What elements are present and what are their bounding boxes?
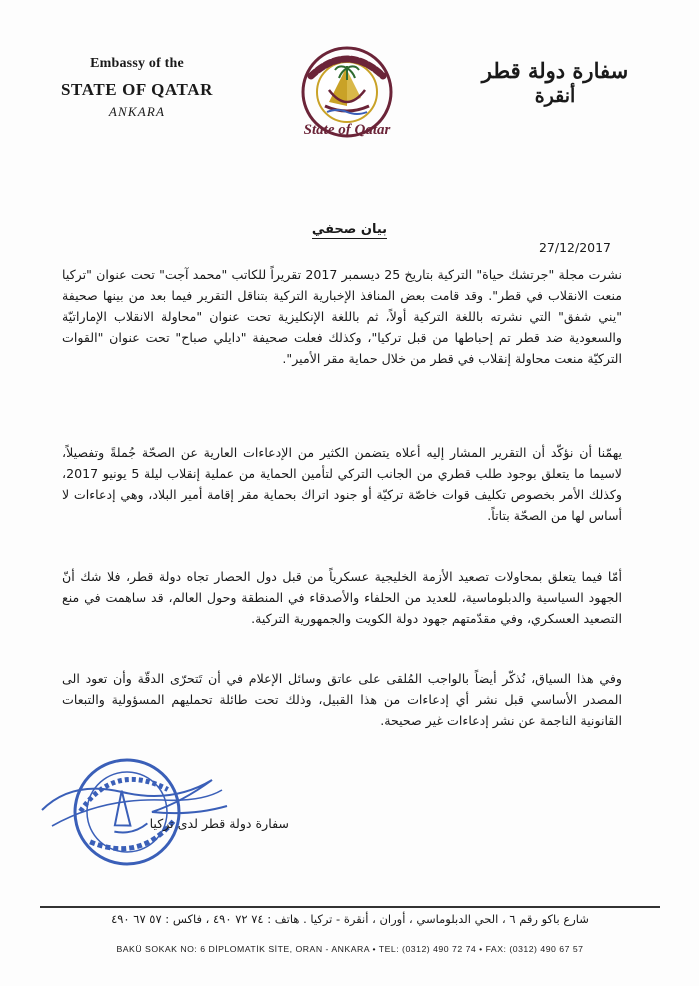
emblem-english-text: State of Qatar	[303, 122, 391, 138]
document-title-text: بيان صحفي	[311, 222, 388, 237]
embassy-stamp	[32, 740, 232, 880]
paragraph-3: أمّا فيما يتعلق بمحاولات تصعيد الأزمة الخليجية عسكرياً من قبل دول الحصار تجاه دولة قطر، فلا شك أنّ الجهود السياسية والدبلوماسية، للعديد من الحلفاء والأصدقاء في المنطقة وحول العالم، قد ساهمت في منع التصعيد العسكري، وفي مقدّمتهم جهود دولة الكويت والجمهورية التركية.	[62, 569, 622, 626]
footer-arabic-address: شارع باكو رقم ٦ ، الحي الدبلوماسي ، أوران ، أنقرة - تركيا . هاتف : ٧٤ ٧٢ ٤٩٠ ، فاكس : ٥٧ ٦٧ ٤٩٠	[111, 912, 589, 926]
header-english-line1: Embassy of the	[90, 56, 184, 71]
arabic-header	[455, 58, 655, 107]
paragraph-2: يهمّنا أن نؤكّد أن التقرير المشار إليه أعلاه يتضمن الكثير من الإدعاءات العارية عن الصحّة جُملةً وتفصيلاً، لاسيما ما يتعلق بوجود طلب قطري من الجانب التركي لتأمين الحماية من عملية إنقلاب ليلة 5 يونيو 2017، وكذلك الأمر بخصوص تكليف قوات خاصّة تركيّة أو جنود اتراك بحماية مقر إقامة أمير البلاد، وهي إدعاءات لا أساس لها من الصحّة بتاتاً.	[62, 445, 622, 523]
footer-english-address: BAKÜ SOKAK NO: 6 DİPLOMATİK SİTE, ORAN - ANKARA • TEL: (0312) 490 72 74 • FAX: (0312) 490 67 57	[116, 944, 584, 954]
document-title	[0, 222, 699, 237]
header-english-line3: ANKARA	[108, 104, 166, 119]
header-arabic-line2: أنقرة	[534, 85, 576, 107]
header-english-line2: STATE OF QATAR	[61, 80, 213, 99]
signature-label: سفارة دولة قطر لدى تركيا	[149, 816, 289, 831]
header-arabic-line1: سفارة دولة قطر	[481, 58, 629, 83]
english-header	[52, 56, 222, 120]
document-date: 27/12/2017	[538, 240, 611, 255]
footer-divider	[40, 906, 660, 908]
paragraph-1: نشرت مجلة "جرتشك حياة" التركية بتاريخ 25 ديسمبر 2017 تقريراً للكاتب "محمد آجت" تحت عنوان "تركيا منعت الانقلاب في قطر". وقد قامت بعض المنافذ الإخبارية التركية بتناقل التقرير فيما بعد من بينها صحيفة "يني شفق" التي نشرته باللغة التركية أولاً، ثم باللغة الإنكليزية تحت عنوان "محاولة الانقلاب الإماراتيّة والسعودية ضد قطر تم إحباطها من قبل تركيا"، وكذلك فعلت صحيفة "دايلي صباح" تحت عنوان "القوات التركيّة منعت محاولة إنقلاب في قطر من خلال حماية مقر الأمير".	[62, 267, 622, 366]
paragraph-4: وفي هذا السياق، نُذكّر أيضاً بالواجب المُلقى على عاتق وسائل الإعلام في أن تَتحرّى الدقّة وأن تعود الى المصدر الأساسي قبل نشر أي إدعاءات من هذا القبيل، وذلك تحت طائلة تحمليهم المسؤولية والتبعات القانونية الناجمة عن نشر إدعاءات غير صحيحة.	[62, 671, 622, 728]
qatar-emblem-icon	[289, 36, 405, 140]
